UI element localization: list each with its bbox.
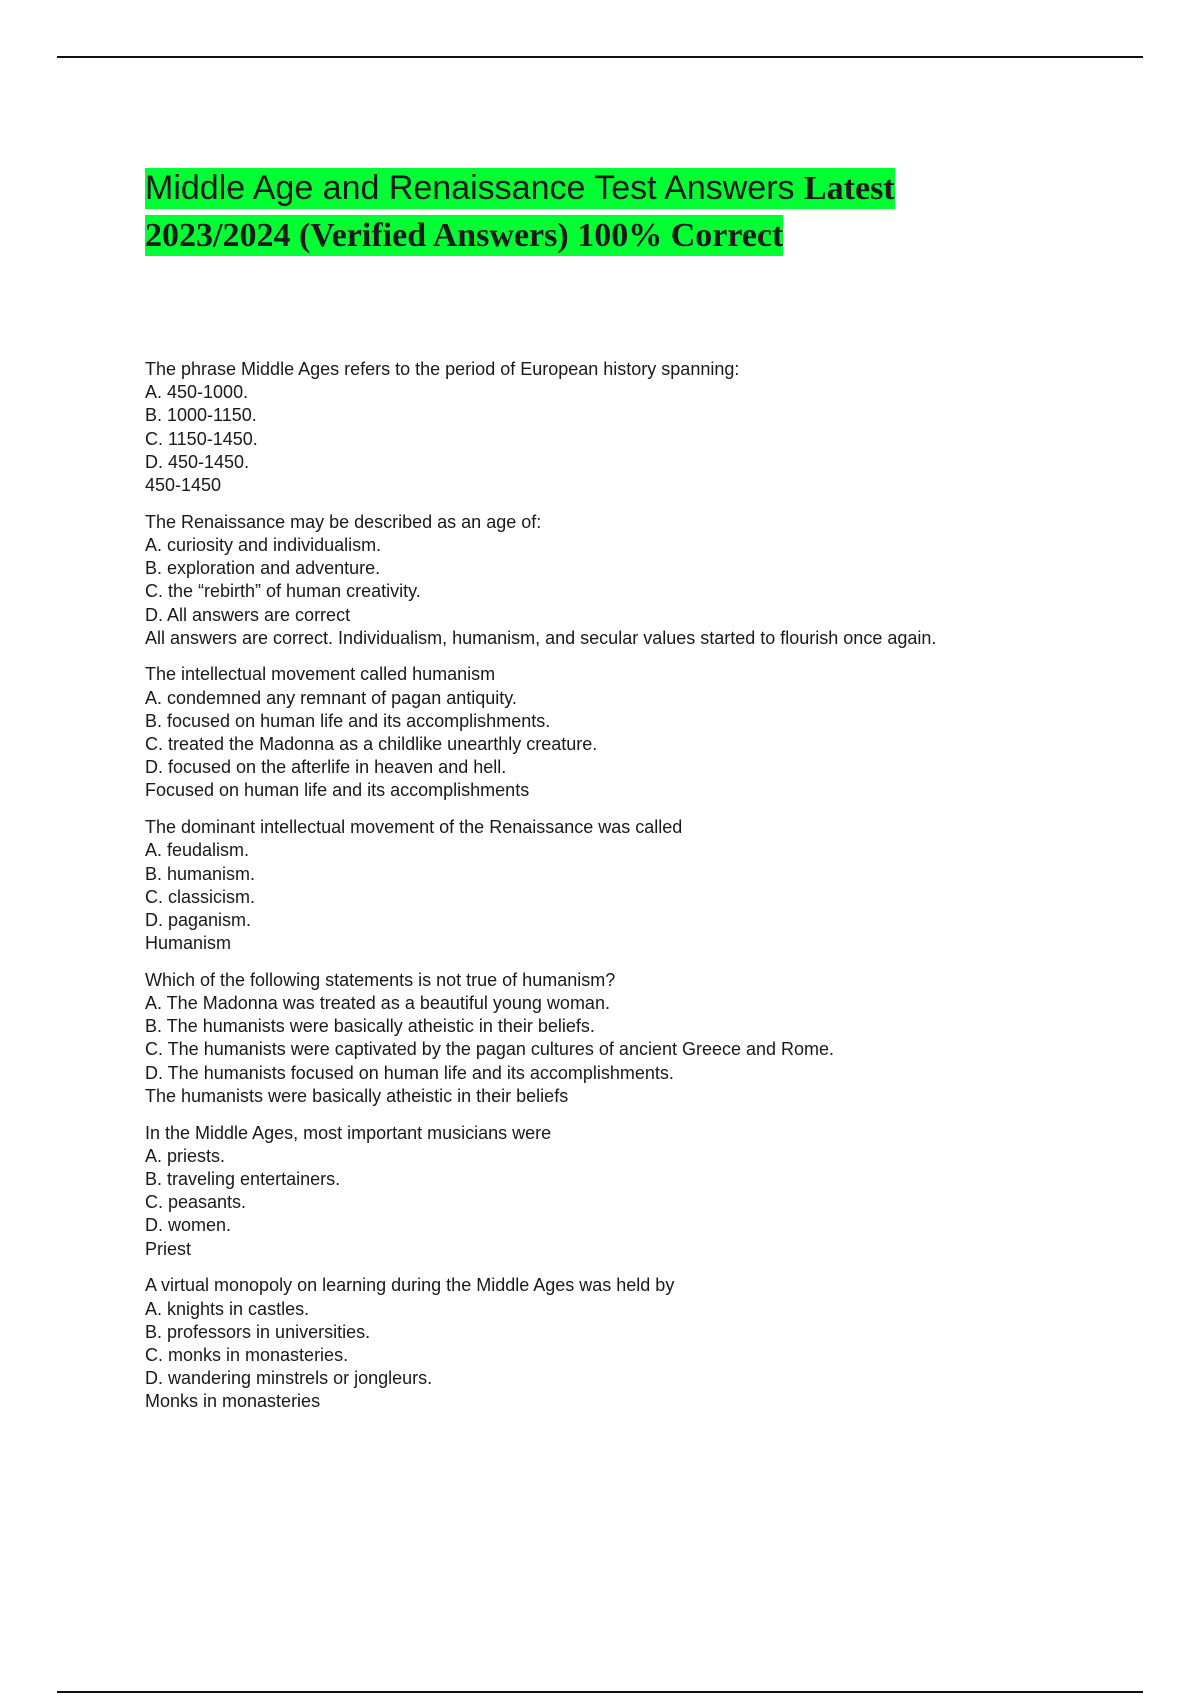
question-prompt: The phrase Middle Ages refers to the period of European history spanning: [145, 359, 740, 379]
option-d: D. The humanists focused on human life and its accomplishments. [145, 1062, 674, 1083]
option-a: A. knights in castles. [145, 1298, 310, 1319]
option-c: C. classicism. [145, 886, 256, 907]
option-a: A. feudalism. [145, 840, 250, 861]
question-item [145, 969, 1145, 1108]
question-prompt: The dominant intellectual movement of the Renaissance was called [145, 817, 683, 838]
question-item [145, 358, 1145, 497]
option-b: B. professors in universities. [145, 1321, 371, 1342]
option-c: C. peasants. [145, 1192, 247, 1213]
option-b: B. 1000-1150. [145, 405, 257, 426]
option-b: B. The humanists were basically atheistic in their beliefs. [145, 1016, 595, 1037]
question-answer: All answers are correct. Individualism, humanism, and secular values started to flourish once again. [145, 627, 937, 648]
question-item [145, 663, 1145, 802]
title-plain-text: Middle Age and Renaissance Test Answers [145, 169, 804, 207]
option-d: D. wandering minstrels or jongleurs. [145, 1368, 433, 1389]
document-title [145, 168, 1145, 262]
footer-rule [57, 1691, 1143, 1693]
option-c: C. treated the Madonna as a childlike unearthly creature. [145, 734, 598, 755]
question-prompt: The intellectual movement called humanism [145, 664, 496, 685]
question-prompt: Which of the following statements is not true of humanism? [145, 969, 616, 990]
question-item [145, 511, 1145, 650]
question-answer: Priest [145, 1238, 192, 1259]
option-d: D. focused on the afterlife in heaven and hell. [145, 757, 507, 778]
option-b: B. exploration and adventure. [145, 558, 381, 579]
question-answer: The humanists were basically atheistic in their beliefs [145, 1085, 569, 1106]
question-list [145, 358, 1145, 1427]
option-a: A. The Madonna was treated as a beautiful young woman. [145, 993, 610, 1014]
question-item [145, 1122, 1145, 1261]
option-c: C. monks in monasteries. [145, 1344, 349, 1365]
title-line-1 [145, 168, 895, 209]
title-bold-text: Latest [803, 170, 895, 207]
question-prompt: A virtual monopoly on learning during the Middle Ages was held by [145, 1275, 675, 1296]
option-c: C. the “rebirth” of human creativity. [145, 581, 421, 602]
option-b: B. focused on human life and its accomplishments. [145, 710, 551, 731]
option-d: D. 450-1450. [145, 451, 250, 472]
option-a: A. 450-1000. [145, 382, 249, 403]
option-d: D. All answers are correct [145, 604, 351, 625]
option-b: B. humanism. [145, 863, 256, 884]
title-bold-text-2: 2023/2024 (Verified Answers) 100% Correct [145, 217, 784, 254]
header-rule [57, 56, 1143, 58]
title-line-2 [145, 215, 783, 256]
option-a: A. condemned any remnant of pagan antiquity. [145, 687, 517, 708]
option-d: D. paganism. [145, 909, 252, 930]
option-b: B. traveling entertainers. [145, 1169, 341, 1189]
option-a: A. priests. [145, 1145, 226, 1166]
option-a: A. curiosity and individualism. [145, 534, 382, 555]
question-answer: Focused on human life and its accomplishments [145, 780, 530, 801]
question-item [145, 816, 1145, 955]
question-prompt: The Renaissance may be described as an age of: [145, 511, 542, 532]
question-item [145, 1274, 1145, 1413]
option-c: C. The humanists were captivated by the pagan cultures of ancient Greece and Rome. [145, 1039, 835, 1060]
question-prompt: In the Middle Ages, most important musicians were [145, 1122, 552, 1143]
question-answer: Humanism [145, 933, 232, 954]
option-d: D. women. [145, 1215, 232, 1236]
option-c: C. 1150-1450. [145, 428, 258, 449]
question-answer: Monks in monasteries [145, 1391, 321, 1412]
question-answer: 450-1450 [145, 475, 222, 496]
